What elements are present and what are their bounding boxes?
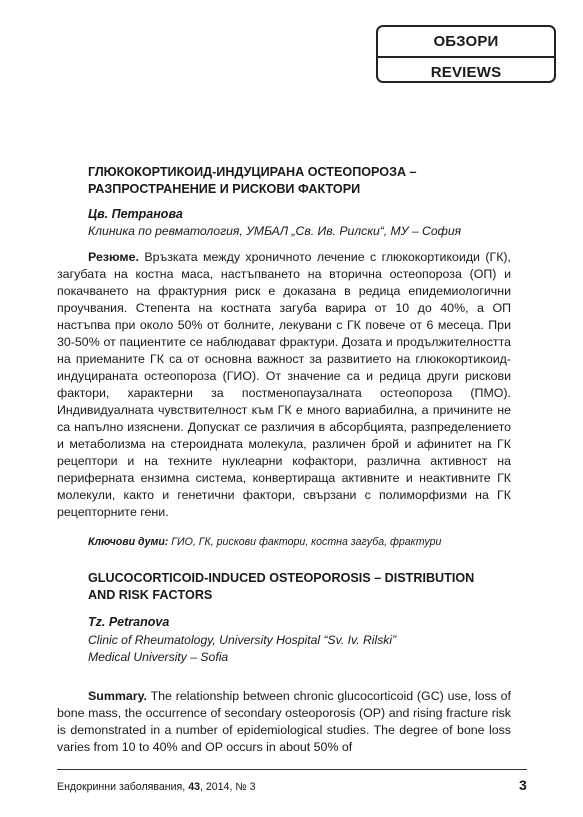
article-title-en-line2: AND RISK FACTORS [88,588,213,602]
footer-divider [57,769,527,770]
author-bg: Цв. Петранова [88,207,183,221]
footer-volume: 43 [188,781,200,793]
footer-issue: , 2014, № 3 [199,781,256,793]
summary-label: Summary. [88,689,147,703]
article-title-en-line1: GLUCOCORTICOID-INDUCED OSTEOPOROSIS – DISTRIBUTION [88,571,475,585]
summary-en [57,688,511,756]
article-title-en [88,570,508,604]
keywords-list: ГИО, ГК, рискови фактори, костна загуба, фрактури [171,536,442,548]
page-number: 3 [519,777,527,793]
keywords-bg [88,536,441,548]
affiliation-en-line2: Medical University – Sofia [88,650,229,664]
abstract-bg [57,249,511,521]
article-title-bg-line1: ГЛЮКОКОРТИКОИД-ИНДУЦИРАНА ОСТЕОПОРОЗА – [88,165,417,179]
footer-citation [57,781,256,793]
footer-journal: Ендокринни заболявания, [57,781,189,793]
affiliation-en-line1: Clinic of Rheumatology, University Hospital “Sv. Iv. Rilski” [88,633,397,647]
article-title-bg-line2: РАЗПРОСТРАНЕНИЕ И РИСКОВИ ФАКТОРИ [88,182,361,196]
section-label-en: REVIEWS [430,63,502,81]
article-title-bg [88,164,488,198]
affiliation-bg: Клиника по ревматология, УМБАЛ „Св. Ив. Рилски“, МУ – София [88,224,462,238]
section-label-box [376,25,556,83]
abstract-text: Връзката между хроничното лечение с глюкокортикоиди (ГК), загубата на костна маса, настъпването на вторична остеопороза (ОП) и покачването на фрактурния риск е доказана в редица епидемиологични проучвания. Степента на костната загуба варира от 10 до 40%, а ОП настъпва при около 50% от болните, лекувани с ГК повече от 6 месеца. При 30-50% от пациентите се наблюдават фрактури. Дозата и продължителността на приеманите ГК са от основна важност за развитието на глюкокортикоид-индуцираната остеопороза (ГИО). От значение са и редица други рискови фактори, характерни за постменопаузалната остеопороза (ПМО). Индивидуалната чувствителност към ГК е много вариабилна, а причините не са напълно изяснени. Допускат се различия в абсорбцията, разпределението и метаболизма на стероидната молекула, различен брой и афинитет на ГК рецептори и на техните нуклеарни кофактори, различна активност на периферната ензимна система, конвертираща активните и неактивните ГК молекули, както и генетични фактори, свързани с полиморфизми на ГК рецепторните гени. [57,250,511,519]
affiliation-en [88,632,396,666]
section-label-bg: ОБЗОРИ [378,27,554,58]
abstract-label: Резюме. [88,250,139,264]
summary-text: The relationship between chronic glucocorticoid (GC) use, loss of bone mass, the occurrence of secondary osteoporosis (OP) and rising fracture risk is demonstrated in a number of epidemiological studies. The degree of bone loss varies from 10 to 40% and OP occurs in about 50% of [57,689,512,754]
author-en: Tz. Petranova [88,615,170,629]
keywords-label: Ключови думи: [88,536,169,548]
